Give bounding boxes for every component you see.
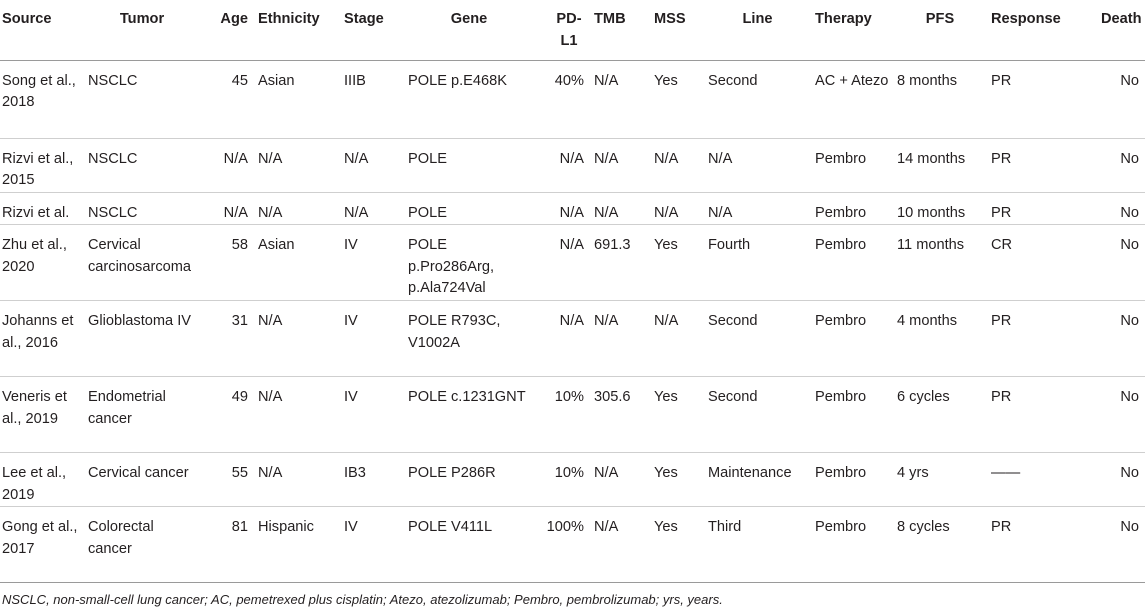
cell-therapy: Pembro	[811, 225, 893, 301]
cell-response: ——	[987, 453, 1097, 507]
cell-age: 81	[200, 507, 254, 583]
table-header	[0, 0, 1145, 60]
cell-death: No	[1097, 225, 1145, 301]
cell-line: Second	[704, 301, 811, 377]
cell-source: Lee et al., 2019	[0, 453, 84, 507]
cell-age: 49	[200, 377, 254, 453]
cell-stage: IV	[340, 301, 404, 377]
cell-ethnicity: N/A	[254, 301, 340, 377]
cell-therapy: AC + Atezo	[811, 60, 893, 138]
cell-line: Fourth	[704, 225, 811, 301]
cell-age: 58	[200, 225, 254, 301]
cell-tmb: 305.6	[590, 377, 650, 453]
header-pdl1-text: PD-L1	[556, 11, 582, 49]
cell-pfs: 6 cycles	[893, 377, 987, 453]
cell-tumor: Endometrial cancer	[84, 377, 200, 453]
cell-tmb: N/A	[590, 507, 650, 583]
cell-age: 31	[200, 301, 254, 377]
header-response: Response	[987, 0, 1097, 60]
cell-pfs: 8 cycles	[893, 507, 987, 583]
cell-stage: IV	[340, 507, 404, 583]
cell-tumor: Colorectal cancer	[84, 507, 200, 583]
cell-source: Rizvi et al., 2015	[0, 138, 84, 192]
cell-response: PR	[987, 507, 1097, 583]
table-body	[0, 60, 1145, 583]
cell-line: N/A	[704, 138, 811, 192]
header-row	[0, 0, 1145, 60]
cell-death: No	[1097, 377, 1145, 453]
cell-pfs: 10 months	[893, 192, 987, 225]
cell-source: Veneris et al., 2019	[0, 377, 84, 453]
header-stage: Stage	[340, 0, 404, 60]
header-pfs: PFS	[893, 0, 987, 60]
cell-source: Rizvi et al.	[0, 192, 84, 225]
cell-death: No	[1097, 507, 1145, 583]
cell-source: Song et al., 2018	[0, 60, 84, 138]
cell-pfs: 8 months	[893, 60, 987, 138]
cell-ethnicity: N/A	[254, 192, 340, 225]
cell-gene: POLE p.Pro286Arg, p.Ala724Val	[404, 225, 534, 301]
cell-tmb: N/A	[590, 301, 650, 377]
cell-mss: Yes	[650, 60, 704, 138]
cell-pfs: 11 months	[893, 225, 987, 301]
cell-mss: Yes	[650, 453, 704, 507]
table-row	[0, 225, 1145, 301]
cell-tmb: N/A	[590, 192, 650, 225]
cell-age: 45	[200, 60, 254, 138]
cell-line: Second	[704, 377, 811, 453]
cell-gene: POLE p.E468K	[404, 60, 534, 138]
cell-line: Second	[704, 60, 811, 138]
cell-pdl1: 100%	[534, 507, 590, 583]
header-ethnicity: Ethnicity	[254, 0, 340, 60]
cell-pdl1: N/A	[534, 225, 590, 301]
table-row	[0, 377, 1145, 453]
cell-pfs: 4 months	[893, 301, 987, 377]
cell-stage: IV	[340, 377, 404, 453]
cell-response: CR	[987, 225, 1097, 301]
cell-therapy: Pembro	[811, 377, 893, 453]
cell-stage: IIIB	[340, 60, 404, 138]
footnote: NSCLC, non-small-cell lung cancer; AC, pemetrexed plus cisplatin; Atezo, atezolizumab; Pembro, pembrolizumab; yrs, years.	[2, 592, 723, 607]
header-tmb: TMB	[590, 0, 650, 60]
cell-pfs: 14 months	[893, 138, 987, 192]
cell-response: PR	[987, 377, 1097, 453]
cell-death: No	[1097, 138, 1145, 192]
cell-ethnicity: N/A	[254, 377, 340, 453]
cell-ethnicity: N/A	[254, 138, 340, 192]
header-mss: MSS	[650, 0, 704, 60]
cell-therapy: Pembro	[811, 507, 893, 583]
cell-pdl1: 10%	[534, 453, 590, 507]
cell-line: Third	[704, 507, 811, 583]
cell-ethnicity: Hispanic	[254, 507, 340, 583]
cell-therapy: Pembro	[811, 192, 893, 225]
cell-pfs: 4 yrs	[893, 453, 987, 507]
cell-tumor: NSCLC	[84, 138, 200, 192]
cell-gene: POLE	[404, 138, 534, 192]
cell-mss: Yes	[650, 377, 704, 453]
cell-tmb: N/A	[590, 60, 650, 138]
cell-death: No	[1097, 60, 1145, 138]
cell-pdl1: 40%	[534, 60, 590, 138]
cell-tumor: Cervical cancer	[84, 453, 200, 507]
cell-source: Gong et al., 2017	[0, 507, 84, 583]
cell-gene: POLE R793C, V1002A	[404, 301, 534, 377]
cell-tmb: N/A	[590, 453, 650, 507]
cell-death: No	[1097, 192, 1145, 225]
header-source: Source	[0, 0, 84, 60]
header-pdl1	[534, 0, 590, 60]
header-age: Age	[200, 0, 254, 60]
cell-tumor: NSCLC	[84, 192, 200, 225]
cell-death: No	[1097, 453, 1145, 507]
cell-age: N/A	[200, 192, 254, 225]
cell-source: Johanns et al., 2016	[0, 301, 84, 377]
table-row	[0, 507, 1145, 583]
cell-mss: Yes	[650, 507, 704, 583]
cell-response: PR	[987, 301, 1097, 377]
cell-therapy: Pembro	[811, 138, 893, 192]
table-row	[0, 60, 1145, 138]
header-therapy: Therapy	[811, 0, 893, 60]
cell-mss: Yes	[650, 225, 704, 301]
cell-gene: POLE	[404, 192, 534, 225]
cell-gene: POLE P286R	[404, 453, 534, 507]
cell-stage: N/A	[340, 138, 404, 192]
cell-stage: IV	[340, 225, 404, 301]
cell-pdl1: N/A	[534, 138, 590, 192]
cell-mss: N/A	[650, 138, 704, 192]
table-row	[0, 301, 1145, 377]
table-row	[0, 138, 1145, 192]
cell-gene: POLE V411L	[404, 507, 534, 583]
cell-age: 55	[200, 453, 254, 507]
cell-pdl1: N/A	[534, 301, 590, 377]
cell-stage: N/A	[340, 192, 404, 225]
table-row	[0, 192, 1145, 225]
cell-gene: POLE c.1231GNT	[404, 377, 534, 453]
cell-ethnicity: Asian	[254, 225, 340, 301]
cell-ethnicity: N/A	[254, 453, 340, 507]
cell-response: PR	[987, 60, 1097, 138]
cell-tumor: Glioblastoma IV	[84, 301, 200, 377]
cell-mss: N/A	[650, 301, 704, 377]
cell-pdl1: N/A	[534, 192, 590, 225]
cell-ethnicity: Asian	[254, 60, 340, 138]
header-gene: Gene	[404, 0, 534, 60]
cell-line: N/A	[704, 192, 811, 225]
header-line: Line	[704, 0, 811, 60]
cell-source: Zhu et al., 2020	[0, 225, 84, 301]
cell-tumor: NSCLC	[84, 60, 200, 138]
cell-tumor: Cervical carcinosarcoma	[84, 225, 200, 301]
cell-mss: N/A	[650, 192, 704, 225]
cell-response: PR	[987, 192, 1097, 225]
header-tumor: Tumor	[84, 0, 200, 60]
cell-death: No	[1097, 301, 1145, 377]
cell-age: N/A	[200, 138, 254, 192]
cell-therapy: Pembro	[811, 301, 893, 377]
cell-tmb: 691.3	[590, 225, 650, 301]
cell-stage: IB3	[340, 453, 404, 507]
cell-therapy: Pembro	[811, 453, 893, 507]
header-death: Death	[1097, 0, 1145, 60]
cell-pdl1: 10%	[534, 377, 590, 453]
table-row	[0, 453, 1145, 507]
cell-tmb: N/A	[590, 138, 650, 192]
cell-response: PR	[987, 138, 1097, 192]
cell-line: Maintenance	[704, 453, 811, 507]
